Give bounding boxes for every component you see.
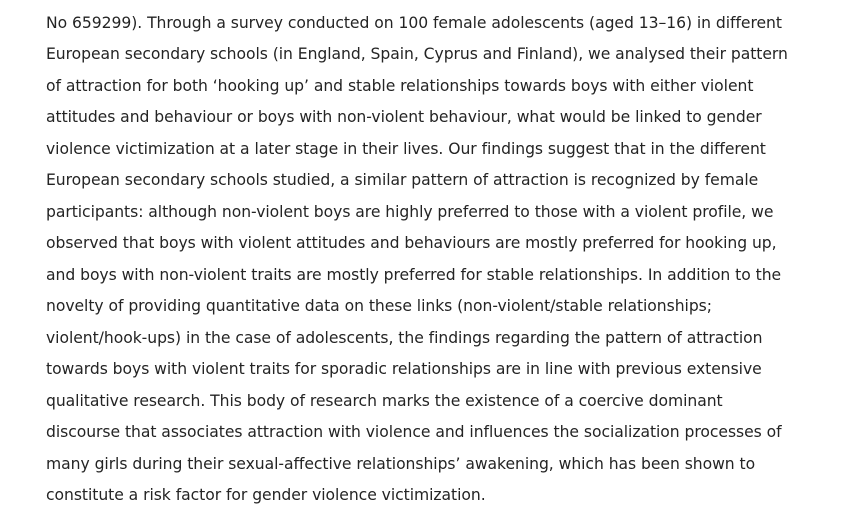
abstract-line-11: violent/hook-ups) in the case of adolescents, the findings regarding the pattern of attraction [46,329,763,347]
abstract-line-8: observed that boys with violent attitudes and behaviours are mostly preferred for hooking up, [46,234,777,252]
abstract-line-16: constitute a risk factor for gender violence victimization. [46,486,486,504]
abstract-line-6: European secondary schools studied, a similar pattern of attraction is recognized by female [46,171,759,189]
abstract-line-5: violence victimization at a later stage in their lives. Our findings suggest that in the different [46,140,766,158]
abstract-line-1: No 659299). Through a survey conducted on 100 female adolescents (aged 13–16) in different [46,14,782,32]
abstract-line-14: discourse that associates attraction with violence and influences the socialization processes of [46,423,782,441]
abstract-line-12: towards boys with violent traits for sporadic relationships are in line with previous extensive [46,360,762,378]
abstract-line-15: many girls during their sexual-affective relationships’ awakening, which has been shown to [46,455,756,473]
abstract-line-2: European secondary schools (in England, Spain, Cyprus and Finland), we analysed their pattern [46,45,788,63]
abstract-line-9: and boys with non-violent traits are mostly preferred for stable relationships. In addition to the [46,266,782,284]
abstract-line-7: participants: although non-violent boys are highly preferred to those with a violent profile, we [46,203,774,221]
abstract-line-4: attitudes and behaviour or boys with non-violent behaviour, what would be linked to gender [46,108,762,126]
abstract-line-13: qualitative research. This body of research marks the existence of a coercive dominant [46,392,723,410]
abstract-line-3: of attraction for both ‘hooking up’ and stable relationships towards boys with either violent [46,77,754,95]
abstract-line-10: novelty of providing quantitative data on these links (non-violent/stable relationships; [46,297,712,315]
